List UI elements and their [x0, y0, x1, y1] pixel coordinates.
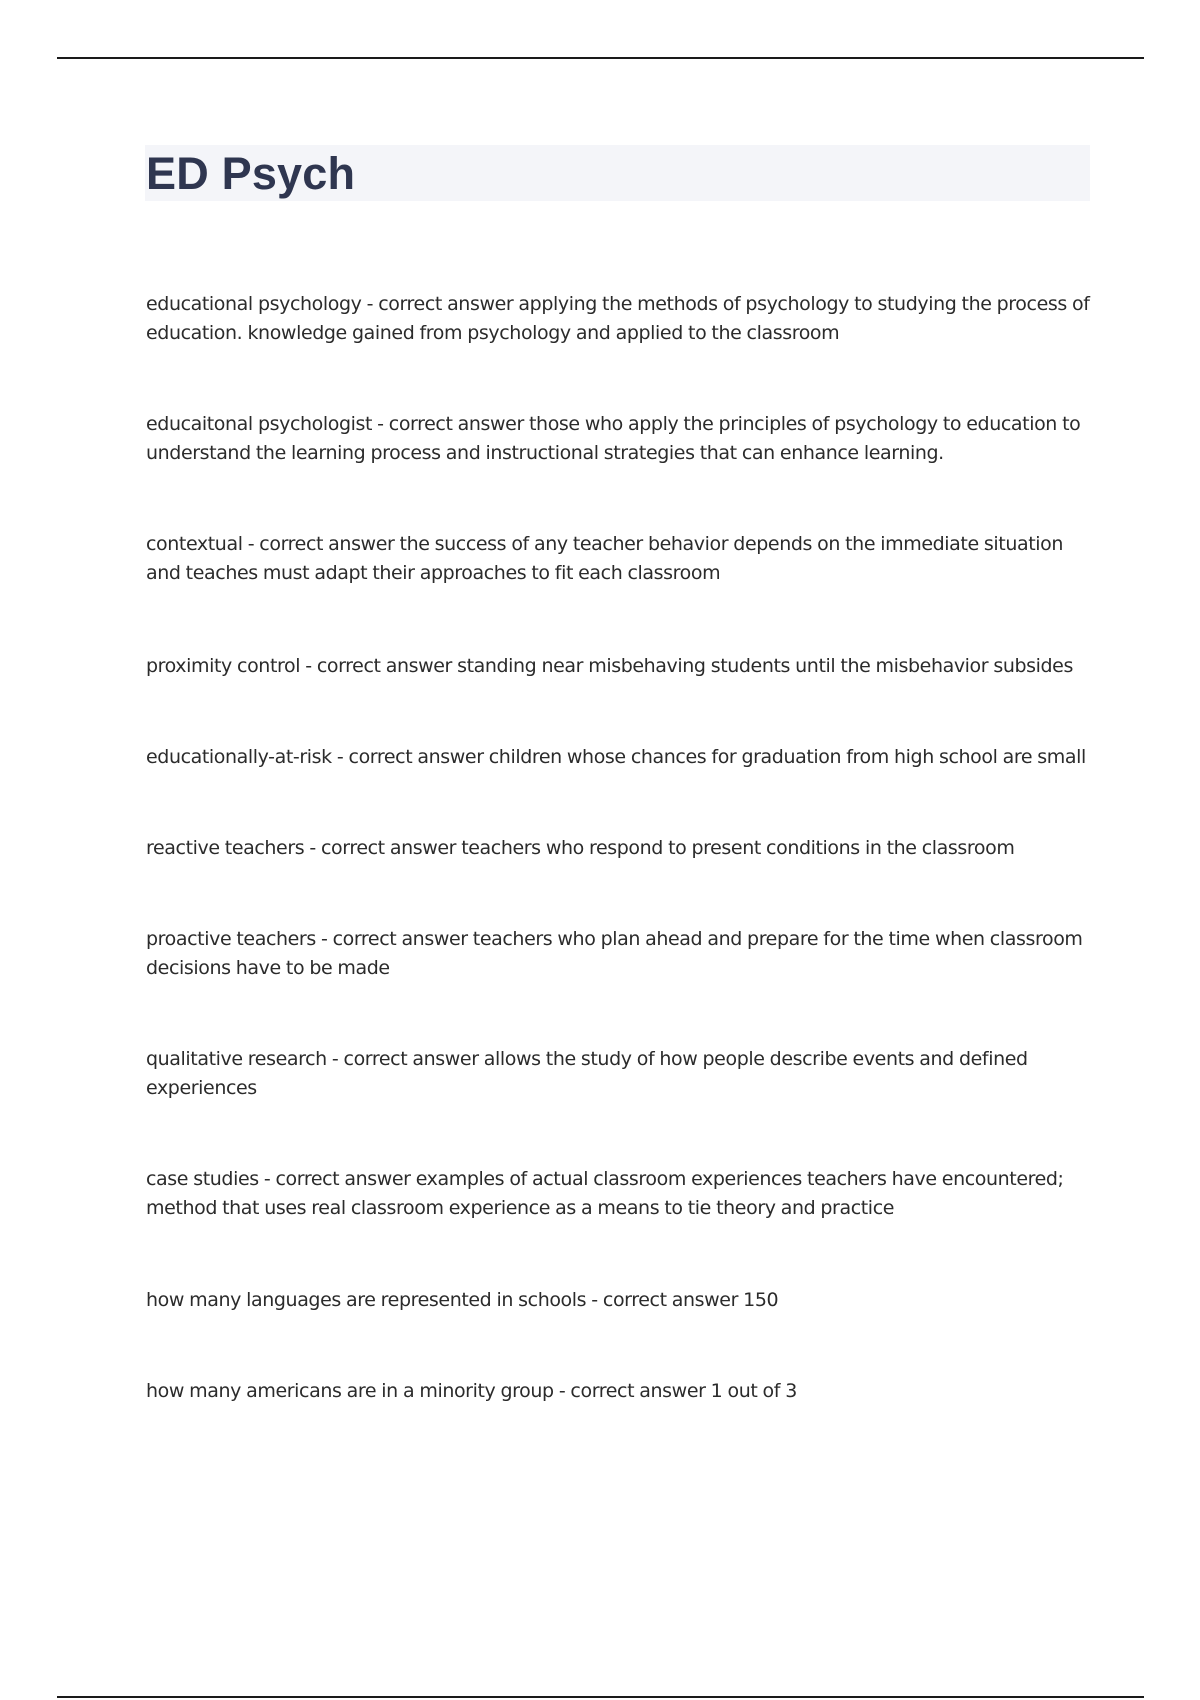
flashcard-entry: educationally-at-risk - correct answer children whose chances for graduation from high school are small: [146, 746, 1086, 768]
document-title: ED Psych: [146, 148, 356, 199]
flashcard-entry: educaitonal psychologist - correct answer those who apply the principles of psychology to education to understand the learning process and instructional strategies that can enhance learning.: [146, 413, 1081, 464]
flashcard-entry: how many americans are in a minority group - correct answer 1 out of 3: [146, 1380, 797, 1402]
flashcard-entry: qualitative research - correct answer allows the study of how people describe events and defined experiences: [146, 1048, 1028, 1099]
flashcard-entry: educational psychology - correct answer applying the methods of psychology to studying the process of education. knowledge gained from psychology and applied to the classroom: [146, 293, 1090, 344]
bottom-rule: [57, 1696, 1144, 1698]
flashcard-entry: proactive teachers - correct answer teachers who plan ahead and prepare for the time when classroom decisions have to be made: [146, 928, 1083, 979]
top-rule: [57, 57, 1144, 59]
flashcard-entry: reactive teachers - correct answer teachers who respond to present conditions in the classroom: [146, 837, 1015, 859]
flashcard-entry: proximity control - correct answer standing near misbehaving students until the misbehavior subsides: [146, 655, 1073, 677]
flashcard-entry: case studies - correct answer examples of actual classroom experiences teachers have encountered; method that uses real classroom experience as a means to tie theory and practice: [146, 1168, 1064, 1219]
flashcard-entry: how many languages are represented in schools - correct answer 150: [146, 1289, 779, 1311]
flashcard-entry: contextual - correct answer the success of any teacher behavior depends on the immediate situation and teaches must adapt their approaches to fit each classroom: [146, 533, 1064, 584]
